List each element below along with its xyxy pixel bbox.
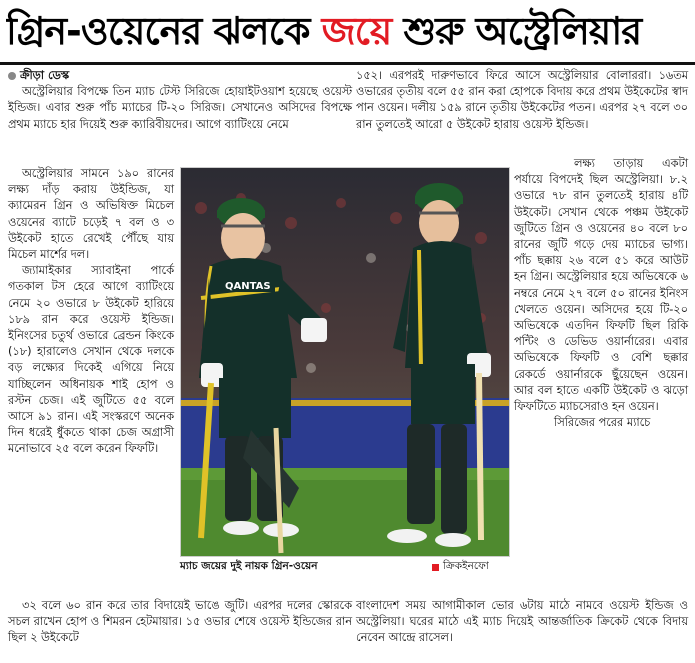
- credit-square-icon: [432, 564, 439, 571]
- paragraph: সিরিজের পরের ম্যাচে: [554, 416, 651, 430]
- bullet-icon: [8, 72, 16, 80]
- paragraph: ১৫২। এরপরই দারুণভাবে ফিরে আসে অস্ট্রেলিয়ার বোলাররা। ১৬তম ওভারের তৃতীয় বলে ৫৫ রান করা হোপকে বিদায় করে প্রথম উইকেটের স্বাদ পান ওয়েন। দলীয় ১৫৯ রানে তৃতীয় উইকেটের পতন। এরপর ২৭ বলে ৩০ রান তুলতেই আরো ৫ উইকেট হারায় ওয়েস্ট ইন্ডিজ।: [356, 69, 688, 131]
- headline-part1: গ্রিন-ওয়েনের ঝলকে: [6, 9, 310, 53]
- sponsor-logo: QANTAS: [225, 281, 271, 292]
- paragraph: জ্যামাইকার স্যাবাইনা পার্কে গতকাল টস হেরে আগে ব্যাটিংয়ে নেমে ২০ ওভারে ৮ উইকেট হারিয়ে ১৮৯ রান করে ওয়েস্ট ইন্ডিজ। ইনিংসের চতুর্থ ওভারে ব্রেন্ডন কিংকে (১৮) হারালেও সেখান থেকে দলকে বড় লক্ষ্যের দিকেই এগিয়ে নিয়ে যাচ্ছিলেন অধিনায়ক শাই হোপ ও রস্টন চেজ। এই জুটিতে ৫৫ বলে আসে ৯১ রান। এই সংস্করণে অনেক দিন ধরেই ধুঁকতে থাকা চেজ অগ্রাসী মনোভাবে ২৫ বলে করেন ফিফটি।: [8, 264, 174, 456]
- paragraph: বাংলাদেশ সময় আগামীকাল ভোর ৬টায় মাঠে নামবে ওয়েস্ট ইন্ডিজ ও অস্ট্রেলিয়া। ঘরের মাঠে এই ম্যাচ দিয়েই আন্তর্জাতিক ক্রিকেট থেকে বিদায় নেবেন আন্দ্রে রাসেল।: [356, 599, 688, 645]
- photo-credit: [432, 559, 489, 576]
- headline-accent: জয়ে: [321, 9, 392, 53]
- paragraph: ৩২ বলে ৬০ রান করে তার বিদায়েই ভাঙে জুটি। এরপর দলের স্কোরকে সচল রাখেন হোপ ও শিমরন হেটমায়ার। ১৫ ওভার শেষে ওয়েস্ট ইন্ডিজের রান ছিল ২ উইকেটে: [8, 599, 352, 645]
- dateline: [8, 68, 352, 84]
- column-left-top: [8, 68, 352, 133]
- column-left-bottom: [8, 598, 352, 647]
- players-illustration: [181, 168, 509, 556]
- dateline-text: ক্রীড়া ডেস্ক: [20, 69, 69, 82]
- paragraph: লক্ষ্য তাড়ায় একটা পর্যায়ে বিপদেই ছিল অস্ট্রেলিয়া। ৮.২ ওভারে ৭৮ রান তুলতেই হারায় ৪টি উইকেট। সেখান থেকে পঞ্চম উইকেট জুটিতে গ্রিন ও ওয়েনের ৪০ বলে ৮০ রানের জুটি গড়ে দেয় ম্যাচের ভাগ্য। পাঁচ ছক্কায় ২৬ বলে ৫১ করে আউট হন গ্রিন। অস্ট্রেলিয়ার হয়ে অভিষেকে ৬ নম্বরে নেমে ২৭ বলে ৫০ রানের ইনিংস খেলতে ওয়েন। অসিদের হয়ে টি-২০ অভিষেকে এতদিন ফিফটি ছিল রিকি পন্টিং ও ডেভিড ওয়ার্নারের। এবার অভিষেকে ফিফটি ও বেশি ছক্কার রেকর্ডে ওয়ার্নারকে ছুঁয়েছেন ওয়েন। আর বল হাতে একটি উইকেট ও ঝড়ো ফিফটিতে ম্যাচসেরাও হন ওয়েন।: [514, 157, 688, 414]
- column-right-mid: [514, 156, 688, 431]
- column-left-mid: [8, 166, 174, 458]
- paragraph: অস্ট্রেলিয়ার সামনে ১৯০ রানের লক্ষ্য দাঁড় করায় উইন্ডিজ, যা ক্যামেরন গ্রিন ও অভিষিক্ত মিচেল ওয়েনের ব্যাটে চড়েই ৭ বল ও ৩ উইকেট হাতে রেখেই পৌঁছে যায় মিচেল মার্শের দল।: [8, 167, 174, 262]
- column-right-bottom: [356, 598, 688, 647]
- match-photo: [180, 167, 510, 557]
- headline-part2: শুরু অস্ট্রেলিয়ার: [403, 9, 642, 53]
- headline-rule: [0, 62, 695, 65]
- photo-credit-text: ক্রিকইনফো: [443, 560, 489, 572]
- paragraph: অস্ট্রেলিয়ার বিপক্ষে তিন ম্যাচ টেস্ট সিরিজে হোয়াইটওয়াশ হয়েছে ওয়েস্ট ইন্ডিজ। এবার শুরু পাঁচ ম্যাচের টি-২০ সিরিজ। সেখানেও অসিদের বিপক্ষে প্রথম ম্যাচে হার দিয়েই শুরু ক্যারিবীয়দের। আগে ব্যাটিংয়ে নেমে: [8, 85, 352, 131]
- column-right-top: [356, 68, 688, 133]
- headline: [6, 2, 689, 60]
- photo-caption: ম্যাচ জয়ের দুই নায়ক গ্রিন-ওয়েন: [180, 560, 318, 572]
